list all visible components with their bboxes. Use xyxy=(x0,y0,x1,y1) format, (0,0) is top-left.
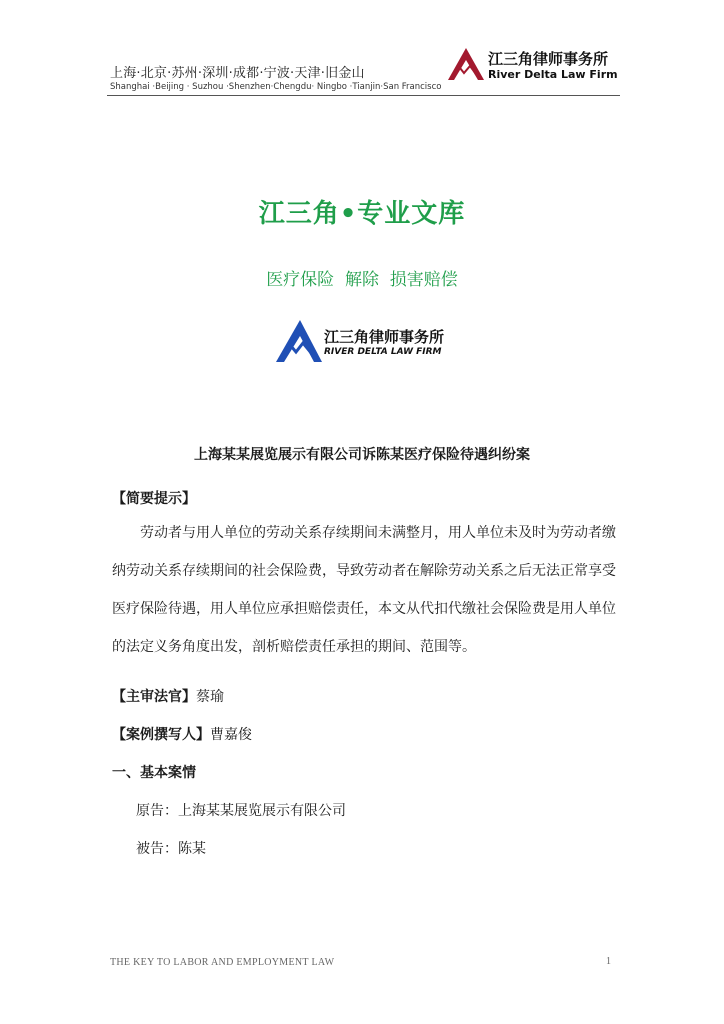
header-firm-name-en: River Delta Law Firm xyxy=(488,68,618,81)
cover-logo-cn: 江三角律师事务所 xyxy=(324,328,445,346)
keywords-subtitle: 医疗保险 解除 损害赔偿 xyxy=(266,270,458,290)
header-cities-cn: 上海·北京·苏州·深圳·成都·宁波·天津·旧金山 xyxy=(110,66,365,81)
defendant-line: 被告：陈某 xyxy=(136,841,206,857)
library-title: 江三角•专业文库 xyxy=(258,199,466,229)
summary-heading: 【简要提示】 xyxy=(112,491,196,507)
judge-label: 【主审法官】 xyxy=(112,689,196,705)
header-divider xyxy=(107,95,620,96)
header-logo xyxy=(446,46,626,86)
judge-name: 蔡瑜 xyxy=(196,689,224,705)
summary-paragraph: 劳动者与用人单位的劳动关系存续期间未满整月，用人单位未及时为劳动者缴纳劳动关系存续期间的社会保险费，导致劳动者在解除劳动关系之后无法正常享受医疗保险待遇，用人单位应承担赔偿责任，本文从代扣代缴社会保险费是用人单位的法定义务角度出发，剖析赔偿责任承担的期间、范围等。 xyxy=(112,525,616,655)
cover-logo-en: RIVER DELTA LAW FIRM xyxy=(324,347,442,357)
page-number: 1 xyxy=(606,956,611,967)
case-title: 上海某某展览展示有限公司诉陈某医疗保险待遇纠纷案 xyxy=(194,447,530,463)
mountain-logo-icon xyxy=(274,318,324,364)
writer-name: 曹嘉俊 xyxy=(210,727,252,743)
footer-text: THE KEY TO LABOR AND EMPLOYMENT LAW xyxy=(110,957,335,968)
writer-line xyxy=(112,716,617,754)
cover-logo xyxy=(274,318,454,366)
writer-label: 【案例撰写人】 xyxy=(112,727,210,743)
header-cities-en: Shanghai ·Beijing · Suzhou ·Shenzhen·Chengdu· Ningbo ·Tianjin·San Francisco xyxy=(110,82,442,92)
judge-line xyxy=(112,678,617,716)
plaintiff-line: 原告：上海某某展览展示有限公司 xyxy=(136,803,346,819)
section-heading: 一、基本案情 xyxy=(112,765,196,781)
header-firm-name-cn: 江三角律师事务所 xyxy=(488,50,609,68)
mountain-logo-icon xyxy=(446,46,486,82)
